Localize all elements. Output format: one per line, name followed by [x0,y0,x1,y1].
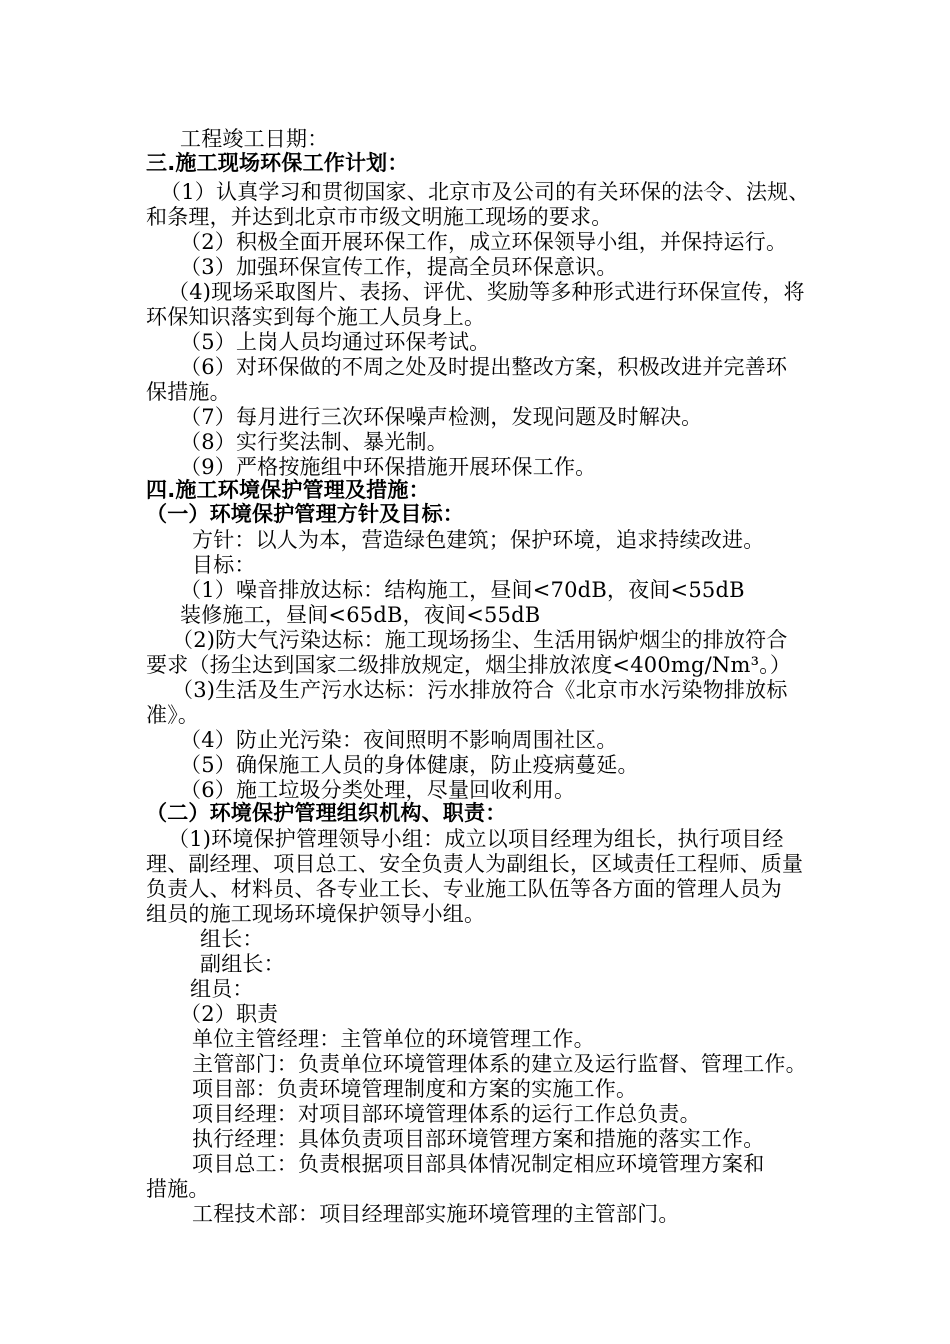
paragraph-line: （6）对环保做的不周之处及时提出整改方案，积极改进并完善环 [180,355,788,379]
paragraph-line: （4)现场采取图片、表扬、评优、奖励等多种形式进行环保宣传，将 [168,280,805,304]
paragraph-line: 负责人、材料员、各专业工长、专业施工队伍等各方面的管理人员为 [146,877,782,901]
paragraph-line: 项目经理：对项目部环境管理体系的运行工作总负责。 [192,1102,701,1126]
paragraph-line: 单位主管经理：主管单位的环境管理工作。 [192,1027,595,1051]
paragraph-line: （1）噪音排放达标：结构施工，昼间<70dB，夜间<55dB [180,578,745,602]
paragraph-line: （8）实行奖法制、暴光制。 [180,430,448,454]
paragraph-line: 项目总工：负责根据项目部具体情况制定相应环境管理方案和 [192,1152,765,1176]
paragraph-line: 组长： [200,927,264,951]
paragraph-line: （5）上岗人员均通过环保考试。 [180,330,491,354]
paragraph-line: 工程技术部：项目经理部实施环境管理的主管部门。 [192,1202,680,1226]
paragraph-line: （1）认真学习和贯彻国家、北京市及公司的有关环保的法令、法规、 [160,180,810,204]
paragraph-line: （1)环境保护管理领导小组：成立以项目经理为组长，执行项目经 [168,827,784,851]
paragraph-line: （5）确保施工人员的身体健康，防止疫病蔓延。 [180,753,639,777]
paragraph-line: 执行经理：具体负责项目部环境管理方案和措施的落实工作。 [192,1127,765,1151]
section-4-heading: 四.施工环境保护管理及措施： [146,478,430,502]
paragraph-line: 方针：以人为本，营造绿色建筑；保护环境，追求持续改进。 [192,528,765,552]
paragraph-line: 组员： [190,977,254,1001]
paragraph-line: 副组长： [200,952,285,976]
paragraph-line: 准》。 [146,703,200,727]
paragraph-line: 措施。 [146,1177,210,1201]
completion-date-line: 工程竣工日期： [180,127,329,151]
paragraph-line: 理、副经理、项目总工、安全负责人为副组长，区域责任工程师、质量 [146,852,804,876]
paragraph-line: 要求（扬尘达到国家二级排放规定，烟尘排放浓度<400mg/Nm³。） [146,653,792,677]
paragraph-line: 项目部：负责环境管理制度和方案的实施工作。 [192,1077,638,1101]
paragraph-line: 和条理，并达到北京市市级文明施工现场的要求。 [146,205,613,229]
paragraph-line: 组员的施工现场环境保护领导小组。 [146,902,486,926]
subsection-1-heading: （一）环境保护管理方针及目标： [146,502,464,526]
paragraph-line: （7）每月进行三次环保噪声检测，发现问题及时解决。 [180,405,703,429]
paragraph-line: （3)生活及生产污水达标：污水排放符合《北京市水污染物排放标 [172,678,788,702]
paragraph-line: 目标： [192,553,256,577]
paragraph-line: 主管部门：负责单位环境管理体系的建立及运行监督、管理工作。 [192,1052,807,1076]
section-3-heading: 三.施工现场环保工作计划： [146,151,409,175]
subsection-2-heading: （二）环境保护管理组织机构、职责： [146,801,507,825]
paragraph-line: 保措施。 [146,380,231,404]
paragraph-line: （3）加强环保宣传工作，提高全员环保意识。 [180,255,618,279]
paragraph-line: 装修施工，昼间<65dB，夜间<55dB [180,603,541,627]
paragraph-line: （2）职责 [180,1002,279,1026]
paragraph-line: 环保知识落实到每个施工人员身上。 [146,305,486,329]
paragraph-line: （4）防止光污染：夜间照明不影响周围社区。 [180,728,618,752]
paragraph-line: （9）严格按施组中环保措施开展环保工作。 [180,455,597,479]
paragraph-line: （6）施工垃圾分类处理，尽量回收利用。 [180,778,576,802]
paragraph-line: （2)防大气污染达标：施工现场扬尘、生活用锅炉烟尘的排放符合 [172,628,788,652]
paragraph-line: （2）积极全面开展环保工作，成立环保领导小组，并保持运行。 [180,230,788,254]
